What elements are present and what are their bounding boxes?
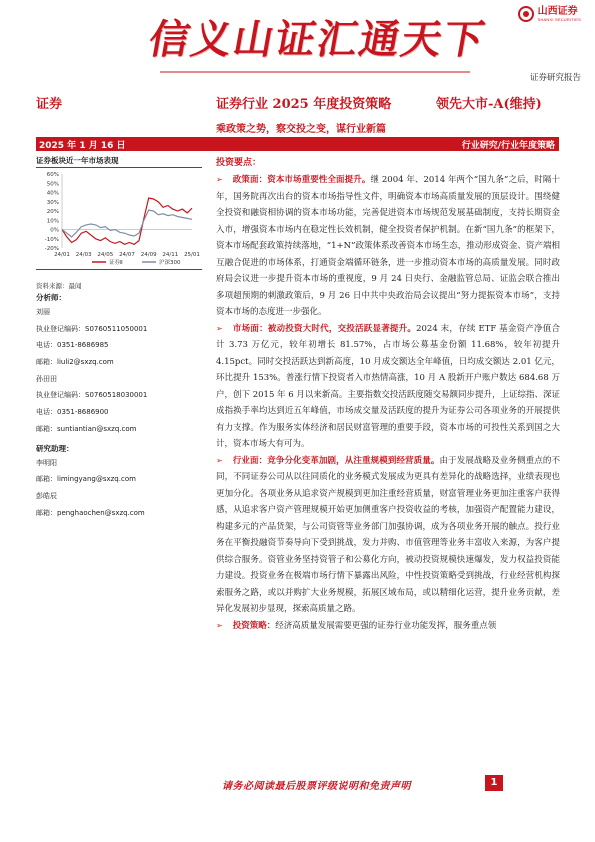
title-bar	[36, 90, 559, 116]
paragraph-lead: 行业面：竞争分化变革加剧，从注重规模到经营质量。	[232, 455, 440, 466]
x-tick-label: 24/09	[140, 252, 157, 258]
brand-sub: SHANXI SECURITIES	[537, 16, 581, 22]
paragraph-lead: 政策面：资本市场重要性全面提升。	[232, 175, 371, 185]
header-banner	[0, 0, 595, 92]
rating-badge: 领先大市-A(维持)	[436, 97, 542, 112]
slogan: 信义山证汇通天下	[145, 16, 490, 63]
summary-column	[216, 155, 560, 634]
paragraph-text: 2024 末，存续 ETF 基金资产净值合计 3.73 万亿元，较年初增长 81.57%，占市场公募基金份额 11.68%，较年初提升 4.15pct。同时交投活跃达到新高度，10 月成交额达全年峰值，日均成交额达 2.01 亿元，环比提升 153%。普涨行情下投资者入市热情高涨，10 月 A 股新开户账户数达 684.68 万户，创下 2015 年 6 月以来新高。主要指数交投活跃度随交易额同步提升，上证综指、深证成指换手率均达到近五年峰值，市场成交量及活跃度的提升为证券公司各项业务的开展提供有力支撑。作为服务实体经济和居民财富管理的重要手段，资本市场的可投性关系到国之大计，资本市场大有可为。	[216, 323, 560, 449]
report-subtitle: 乘政策之势，察交投之变，谋行业新篇	[216, 124, 386, 135]
y-tick-label: -20%	[44, 246, 59, 252]
chart-container	[36, 167, 202, 267]
paragraph-text: 由于发展战略及业务侧重点的不同，不同证券公司从以往同质化的业务模式发展成为更具有差异化的战略选择，业绩表现也更加分化。各项业务从追求资产规模到更加注重经营质量，财富管理业务更加注重客户获得感，从追求客户资产管理规模开始更加侧重客户投资收益的考核，加强资产配置能力建设，构建多元的产品货架，与公司资管等业务部门加强协调，成为各项业务开展的触点。投行业务在平衡投融资节奏导向下受到挑战，发力并购、市值管理等业务丰富收入来源，为客户提供综合服务。资管业务坚持资管子和公募化方向，被动投资规模快速爆发，发力权益投资能力建设。投资业务在极端市场行情下暴露出风险，中性投资策略受到挑战，行业经营机构探索服务之路，或以并购扩大业务规模，拓展区域布局，或以精细化运营，提升业务贡献，差异化发展初步显现，探索高质量之路。	[216, 455, 560, 614]
summary-heading: 投资要点：	[216, 158, 262, 168]
analyst-phone: 电话：0351-8686900	[36, 408, 109, 417]
y-tick-label: 10%	[46, 218, 59, 225]
bullet-arrow-icon: ➢	[216, 620, 223, 630]
paragraph-lead: 投资策略：	[232, 620, 276, 631]
paragraph-lead: 市场面：被动投资大时代，交投活跃显著提升。	[232, 323, 417, 334]
x-tick-label: 24/07	[119, 252, 135, 258]
report-title: 证券行业 2025 年度投资策略	[216, 97, 392, 112]
sector-label: 证券	[36, 97, 63, 112]
assistant-heading: 研究助理：	[36, 443, 74, 453]
left-column	[36, 155, 202, 290]
brand-logo[interactable]	[518, 6, 581, 22]
assistant-name: 李明阳	[36, 458, 57, 467]
series-line	[62, 198, 192, 244]
assistant-name: 彭皓辰	[36, 491, 57, 500]
bullet-arrow-icon: ➢	[216, 175, 223, 184]
date-bar	[36, 137, 559, 151]
summary-paragraph	[216, 453, 560, 618]
analyst-email[interactable]: 邮箱：liuli2@sxzq.com	[36, 358, 114, 367]
report-category: 行业研究/行业年度策略	[461, 141, 555, 151]
report-type: 证券研究报告	[529, 73, 581, 83]
analyst-name: 孙田田	[36, 374, 57, 383]
analyst-heading: 分析师：	[36, 293, 66, 302]
analyst-phone: 电话：0351-8686985	[36, 341, 109, 350]
x-tick-label: 24/03	[75, 252, 92, 258]
y-tick-label: 60%	[46, 172, 59, 178]
y-tick-label: 30%	[46, 199, 59, 206]
summary-paragraph	[216, 618, 560, 635]
assistant-email[interactable]: 邮箱：limingyang@sxzq.com	[36, 475, 136, 484]
chart-divider	[36, 269, 202, 270]
chart-title: 证券板块近一年市场表现	[36, 156, 119, 165]
paragraph-text: 继 2004 年、2014 年两个“国九条”之后，时隔十年，国务院再次出台的资本市场指导性文件，明确资本市场高质量发展的顶层设计。围绕健全投资和融资相协调的资本市场功能，完善促进资本市场规范发展基础制度，支持长期资金入市，增强资本市场内在稳定性长效机制，健全投资者保护机制。在新“国九条”的框架下，资本市场配套政策持续落地，“1+N”政策体系改善资本市场生态，推动形成资金、资产端相互融合促进的市场体系，打通资金端循环链条，进一步推动资本市场的高质量发展。同时政府局会议进一步提升资本市场的重视度，9 月 24 日央行、金融监管总局、证监会联合推出多项超预期的刺激政策后，9 月 26 日中共中央政治局会议提出“努力提振资本市场”，支持资本市场的态度进一步强化。	[216, 175, 560, 317]
legend-label: 证券Ⅱ	[109, 260, 123, 266]
paragraph-text: 经济高质量发展需要更强的证券行业功能发挥，服务重点领	[275, 620, 497, 631]
y-tick-label: 40%	[46, 190, 59, 197]
x-tick-label: 24/01	[54, 252, 70, 258]
legend-label: 沪深300	[159, 260, 181, 266]
disclaimer-link[interactable]: 请务必阅读最后股票评级说明和免责声明	[222, 781, 411, 792]
y-tick-label: 0%	[50, 227, 59, 234]
analyst-name: 刘丽	[36, 308, 50, 316]
assistant-email[interactable]: 邮箱：penghaochen@sxzq.com	[36, 508, 145, 517]
x-tick-label: 24/05	[97, 252, 114, 258]
x-tick-label: 25/01	[184, 252, 200, 258]
report-date: 2025 年 1 月 16 日	[39, 141, 126, 151]
bullet-arrow-icon: ➢	[216, 323, 223, 333]
chart-source: 资料来源：最闻	[36, 282, 82, 290]
performance-chart	[36, 168, 202, 268]
analyst-email[interactable]: 邮箱：suntiantian@sxzq.com	[36, 424, 137, 433]
logo-icon	[518, 6, 534, 22]
summary-paragraph	[216, 321, 560, 453]
y-tick-label: -10%	[44, 236, 59, 243]
analyst-license: 执业登记编码：S0760518030001	[36, 391, 148, 400]
summary-paragraph	[216, 172, 560, 321]
page-number: 1	[485, 775, 503, 791]
page-footer	[0, 773, 595, 793]
x-tick-label: 24/11	[162, 252, 179, 258]
analyst-license: 执业登记编码：S0760511050001	[36, 324, 148, 333]
brand-name: 山西证券	[537, 5, 578, 17]
analyst-panel	[36, 292, 202, 526]
y-tick-label: 20%	[46, 209, 59, 215]
bullet-arrow-icon: ➢	[216, 455, 223, 465]
y-tick-label: 50%	[46, 181, 59, 188]
